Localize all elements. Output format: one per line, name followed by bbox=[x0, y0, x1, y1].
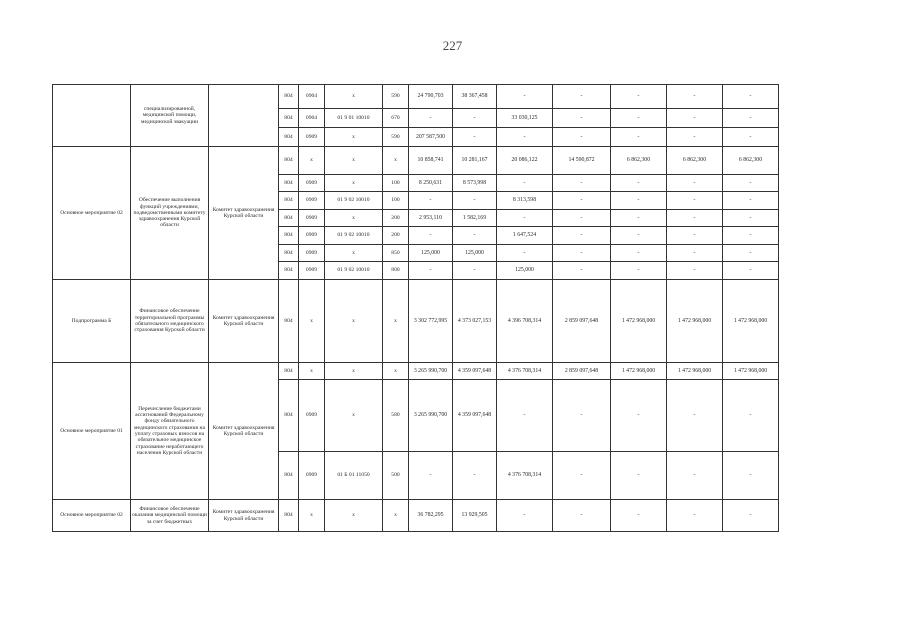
value-cell: - bbox=[497, 128, 553, 147]
value-cell: 1 472 968,000 bbox=[611, 280, 667, 363]
value-cell: - bbox=[409, 452, 453, 500]
vr-cell: 100 bbox=[383, 192, 409, 210]
value-cell: 10 858,741 bbox=[409, 147, 453, 175]
value-cell: - bbox=[611, 380, 667, 452]
value-cell: 1 472 968,000 bbox=[667, 280, 723, 363]
table-row bbox=[53, 363, 835, 380]
value-cell: - bbox=[611, 128, 667, 147]
value-cell: - bbox=[497, 380, 553, 452]
csr-cell: x bbox=[325, 210, 383, 227]
csr-cell: 01 9 01 10010 bbox=[325, 109, 383, 128]
value-cell: 1 472 968,000 bbox=[723, 280, 779, 363]
rzpr-cell: 0909 bbox=[299, 192, 325, 210]
table-row bbox=[53, 85, 835, 109]
value-cell: 13 929,505 bbox=[453, 500, 497, 532]
grbs-cell: 804 bbox=[279, 452, 299, 500]
value-cell: - bbox=[723, 192, 779, 210]
value-cell: 4 359 097,648 bbox=[453, 363, 497, 380]
value-cell: 6 862,300 bbox=[611, 147, 667, 175]
value-cell: - bbox=[723, 128, 779, 147]
csr-cell: 01 9 02 10010 bbox=[325, 227, 383, 245]
csr-cell: 01 9 02 10010 bbox=[325, 262, 383, 280]
row-name: Основное мероприятие 02 bbox=[53, 500, 131, 532]
value-cell: - bbox=[553, 452, 611, 500]
value-cell: - bbox=[723, 109, 779, 128]
value-cell: 6 862,300 bbox=[667, 147, 723, 175]
rzpr-cell: 0909 bbox=[299, 128, 325, 147]
value-cell: - bbox=[611, 500, 667, 532]
row-description: Обеспечение выполнения функций учреждениями, подведомственными комитету здравоохранения Курской области bbox=[131, 147, 209, 280]
rzpr-cell: 0909 bbox=[299, 227, 325, 245]
grbs-cell: 804 bbox=[279, 245, 299, 262]
value-cell: 3 265 990,700 bbox=[409, 380, 453, 452]
value-cell: - bbox=[611, 227, 667, 245]
value-cell: - bbox=[667, 85, 723, 109]
value-cell: - bbox=[553, 380, 611, 452]
row-description: Финансовое обеспечение территориальной программы обязательного медицинского страхования Курской области bbox=[131, 280, 209, 363]
value-cell: - bbox=[409, 262, 453, 280]
csr-cell: 01 9 02 10010 bbox=[325, 192, 383, 210]
rzpr-cell: 0904 bbox=[299, 109, 325, 128]
value-cell: 3 265 990,700 bbox=[409, 363, 453, 380]
grbs-cell: 804 bbox=[279, 147, 299, 175]
value-cell: - bbox=[553, 175, 611, 192]
row-executor: Комитет здравоохранения Курской области bbox=[209, 363, 279, 500]
value-cell: - bbox=[611, 85, 667, 109]
value-cell: - bbox=[409, 109, 453, 128]
value-cell: 1 647,524 bbox=[497, 227, 553, 245]
table-row bbox=[53, 500, 835, 532]
value-cell: - bbox=[553, 227, 611, 245]
value-cell: - bbox=[611, 262, 667, 280]
rzpr-cell: 0909 bbox=[299, 452, 325, 500]
value-cell: - bbox=[611, 192, 667, 210]
grbs-cell: 804 bbox=[279, 280, 299, 363]
value-cell: 8 573,998 bbox=[453, 175, 497, 192]
value-cell: 2 859 097,648 bbox=[553, 280, 611, 363]
value-cell: 10 281,167 bbox=[453, 147, 497, 175]
value-cell: - bbox=[611, 452, 667, 500]
budget-table bbox=[52, 84, 835, 532]
value-cell: 24 790,703 bbox=[409, 85, 453, 109]
row-description: Перечисление бюджетами ассигнований Федеральному фонду обязательного медицинского страхования на уплату страховых взносов на обязательное медицинское страхование неработающего населения Курской области bbox=[131, 363, 209, 500]
grbs-cell: 804 bbox=[279, 175, 299, 192]
grbs-cell: 804 bbox=[279, 85, 299, 109]
grbs-cell: 804 bbox=[279, 109, 299, 128]
rzpr-cell: 0904 bbox=[299, 85, 325, 109]
rzpr-cell: 0909 bbox=[299, 262, 325, 280]
value-cell: - bbox=[497, 175, 553, 192]
value-cell: 1 472 968,000 bbox=[611, 363, 667, 380]
value-cell: - bbox=[611, 175, 667, 192]
csr-cell: x bbox=[325, 85, 383, 109]
value-cell: - bbox=[667, 262, 723, 280]
value-cell: - bbox=[553, 500, 611, 532]
value-cell: - bbox=[409, 192, 453, 210]
value-cell: - bbox=[553, 245, 611, 262]
csr-cell: x bbox=[325, 280, 383, 363]
vr-cell: 590 bbox=[383, 128, 409, 147]
value-cell: 2 859 097,648 bbox=[553, 363, 611, 380]
vr-cell: 500 bbox=[383, 452, 409, 500]
vr-cell: 850 bbox=[383, 245, 409, 262]
vr-cell: x bbox=[383, 147, 409, 175]
value-cell: 36 782,295 bbox=[409, 500, 453, 532]
row-name: Подпрограмма Б bbox=[53, 280, 131, 363]
value-cell: - bbox=[723, 175, 779, 192]
value-cell: - bbox=[723, 85, 779, 109]
value-cell: - bbox=[553, 192, 611, 210]
grbs-cell: 804 bbox=[279, 262, 299, 280]
grbs-cell: 804 bbox=[279, 227, 299, 245]
value-cell: - bbox=[723, 500, 779, 532]
value-cell: - bbox=[667, 380, 723, 452]
value-cell: - bbox=[497, 245, 553, 262]
grbs-cell: 804 bbox=[279, 128, 299, 147]
value-cell: 38 367,458 bbox=[453, 85, 497, 109]
value-cell: 14 590,872 bbox=[553, 147, 611, 175]
value-cell: - bbox=[453, 128, 497, 147]
value-cell: 1 472 968,000 bbox=[723, 363, 779, 380]
row-executor: Комитет здравоохранения Курской области bbox=[209, 147, 279, 280]
csr-cell: x bbox=[325, 245, 383, 262]
rzpr-cell: 0909 bbox=[299, 380, 325, 452]
value-cell: - bbox=[453, 227, 497, 245]
value-cell: 4 373 027,153 bbox=[453, 280, 497, 363]
value-cell: - bbox=[667, 227, 723, 245]
vr-cell: 580 bbox=[383, 380, 409, 452]
rzpr-cell: x bbox=[299, 500, 325, 532]
value-cell: 1 472 968,000 bbox=[667, 363, 723, 380]
value-cell: - bbox=[667, 109, 723, 128]
value-cell: - bbox=[453, 262, 497, 280]
value-cell: 4 376 708,314 bbox=[497, 363, 553, 380]
vr-cell: 100 bbox=[383, 175, 409, 192]
csr-cell: 01 Б 01 11050 bbox=[325, 452, 383, 500]
value-cell: - bbox=[723, 380, 779, 452]
value-cell: - bbox=[611, 109, 667, 128]
row-executor: Комитет здравоохранения Курской области bbox=[209, 280, 279, 363]
row-name: Основное мероприятие 02 bbox=[53, 147, 131, 280]
value-cell: 125,000 bbox=[497, 262, 553, 280]
value-cell: 20 086,122 bbox=[497, 147, 553, 175]
value-cell: 6 862,300 bbox=[723, 147, 779, 175]
value-cell: 1 582,169 bbox=[453, 210, 497, 227]
rzpr-cell: x bbox=[299, 363, 325, 380]
rzpr-cell: x bbox=[299, 147, 325, 175]
value-cell: 3 302 772,995 bbox=[409, 280, 453, 363]
vr-cell: 590 bbox=[383, 85, 409, 109]
value-cell: 4 396 708,314 bbox=[497, 280, 553, 363]
value-cell: - bbox=[667, 210, 723, 227]
value-cell: 33 030,125 bbox=[497, 109, 553, 128]
vr-cell: x bbox=[383, 500, 409, 532]
value-cell: - bbox=[723, 245, 779, 262]
row-executor bbox=[209, 85, 279, 147]
row-description: Финансовое обеспечение оказания медицинской помощи за счет бюджетных bbox=[131, 500, 209, 532]
vr-cell: 800 bbox=[383, 262, 409, 280]
row-name: Основное мероприятие 01 bbox=[53, 363, 131, 500]
csr-cell: x bbox=[325, 128, 383, 147]
value-cell: - bbox=[611, 210, 667, 227]
value-cell: 8 313,598 bbox=[497, 192, 553, 210]
value-cell: - bbox=[667, 500, 723, 532]
value-cell: - bbox=[497, 210, 553, 227]
grbs-cell: 804 bbox=[279, 500, 299, 532]
value-cell: - bbox=[667, 175, 723, 192]
value-cell: - bbox=[553, 109, 611, 128]
csr-cell: x bbox=[325, 500, 383, 532]
value-cell: 125,000 bbox=[453, 245, 497, 262]
grbs-cell: 804 bbox=[279, 380, 299, 452]
value-cell: 4 359 097,648 bbox=[453, 380, 497, 452]
value-cell: - bbox=[553, 85, 611, 109]
value-cell: - bbox=[453, 109, 497, 128]
value-cell: 2 953,110 bbox=[409, 210, 453, 227]
value-cell: - bbox=[723, 262, 779, 280]
value-cell: - bbox=[611, 245, 667, 262]
value-cell: - bbox=[667, 245, 723, 262]
value-cell: - bbox=[497, 500, 553, 532]
csr-cell: x bbox=[325, 380, 383, 452]
value-cell: - bbox=[723, 210, 779, 227]
value-cell: - bbox=[667, 452, 723, 500]
row-description: специализированной, медицинской помощи, медицинской эвакуации bbox=[131, 85, 209, 147]
value-cell: - bbox=[453, 452, 497, 500]
table-row bbox=[53, 280, 835, 363]
vr-cell: x bbox=[383, 363, 409, 380]
vr-cell: 200 bbox=[383, 227, 409, 245]
grbs-cell: 804 bbox=[279, 210, 299, 227]
value-cell: - bbox=[723, 227, 779, 245]
vr-cell: 200 bbox=[383, 210, 409, 227]
vr-cell: 670 bbox=[383, 109, 409, 128]
grbs-cell: 804 bbox=[279, 363, 299, 380]
value-cell: - bbox=[497, 85, 553, 109]
value-cell: 125,000 bbox=[409, 245, 453, 262]
value-cell: - bbox=[409, 227, 453, 245]
value-cell: - bbox=[667, 128, 723, 147]
csr-cell: x bbox=[325, 175, 383, 192]
value-cell: - bbox=[553, 128, 611, 147]
vr-cell: x bbox=[383, 280, 409, 363]
value-cell: 207 587,500 bbox=[409, 128, 453, 147]
value-cell: 8 250,631 bbox=[409, 175, 453, 192]
grbs-cell: 804 bbox=[279, 192, 299, 210]
csr-cell: x bbox=[325, 363, 383, 380]
value-cell: 4 376 708,314 bbox=[497, 452, 553, 500]
value-cell: - bbox=[453, 192, 497, 210]
table-row bbox=[53, 147, 835, 175]
value-cell: - bbox=[553, 262, 611, 280]
value-cell: - bbox=[667, 192, 723, 210]
row-executor: Комитет здравоохранения Курской области bbox=[209, 500, 279, 532]
rzpr-cell: 0909 bbox=[299, 175, 325, 192]
rzpr-cell: 0909 bbox=[299, 210, 325, 227]
rzpr-cell: 0909 bbox=[299, 245, 325, 262]
rzpr-cell: x bbox=[299, 280, 325, 363]
value-cell: - bbox=[723, 452, 779, 500]
row-name bbox=[53, 85, 131, 147]
page-number: 227 bbox=[442, 38, 463, 53]
value-cell: - bbox=[553, 210, 611, 227]
csr-cell: x bbox=[325, 147, 383, 175]
